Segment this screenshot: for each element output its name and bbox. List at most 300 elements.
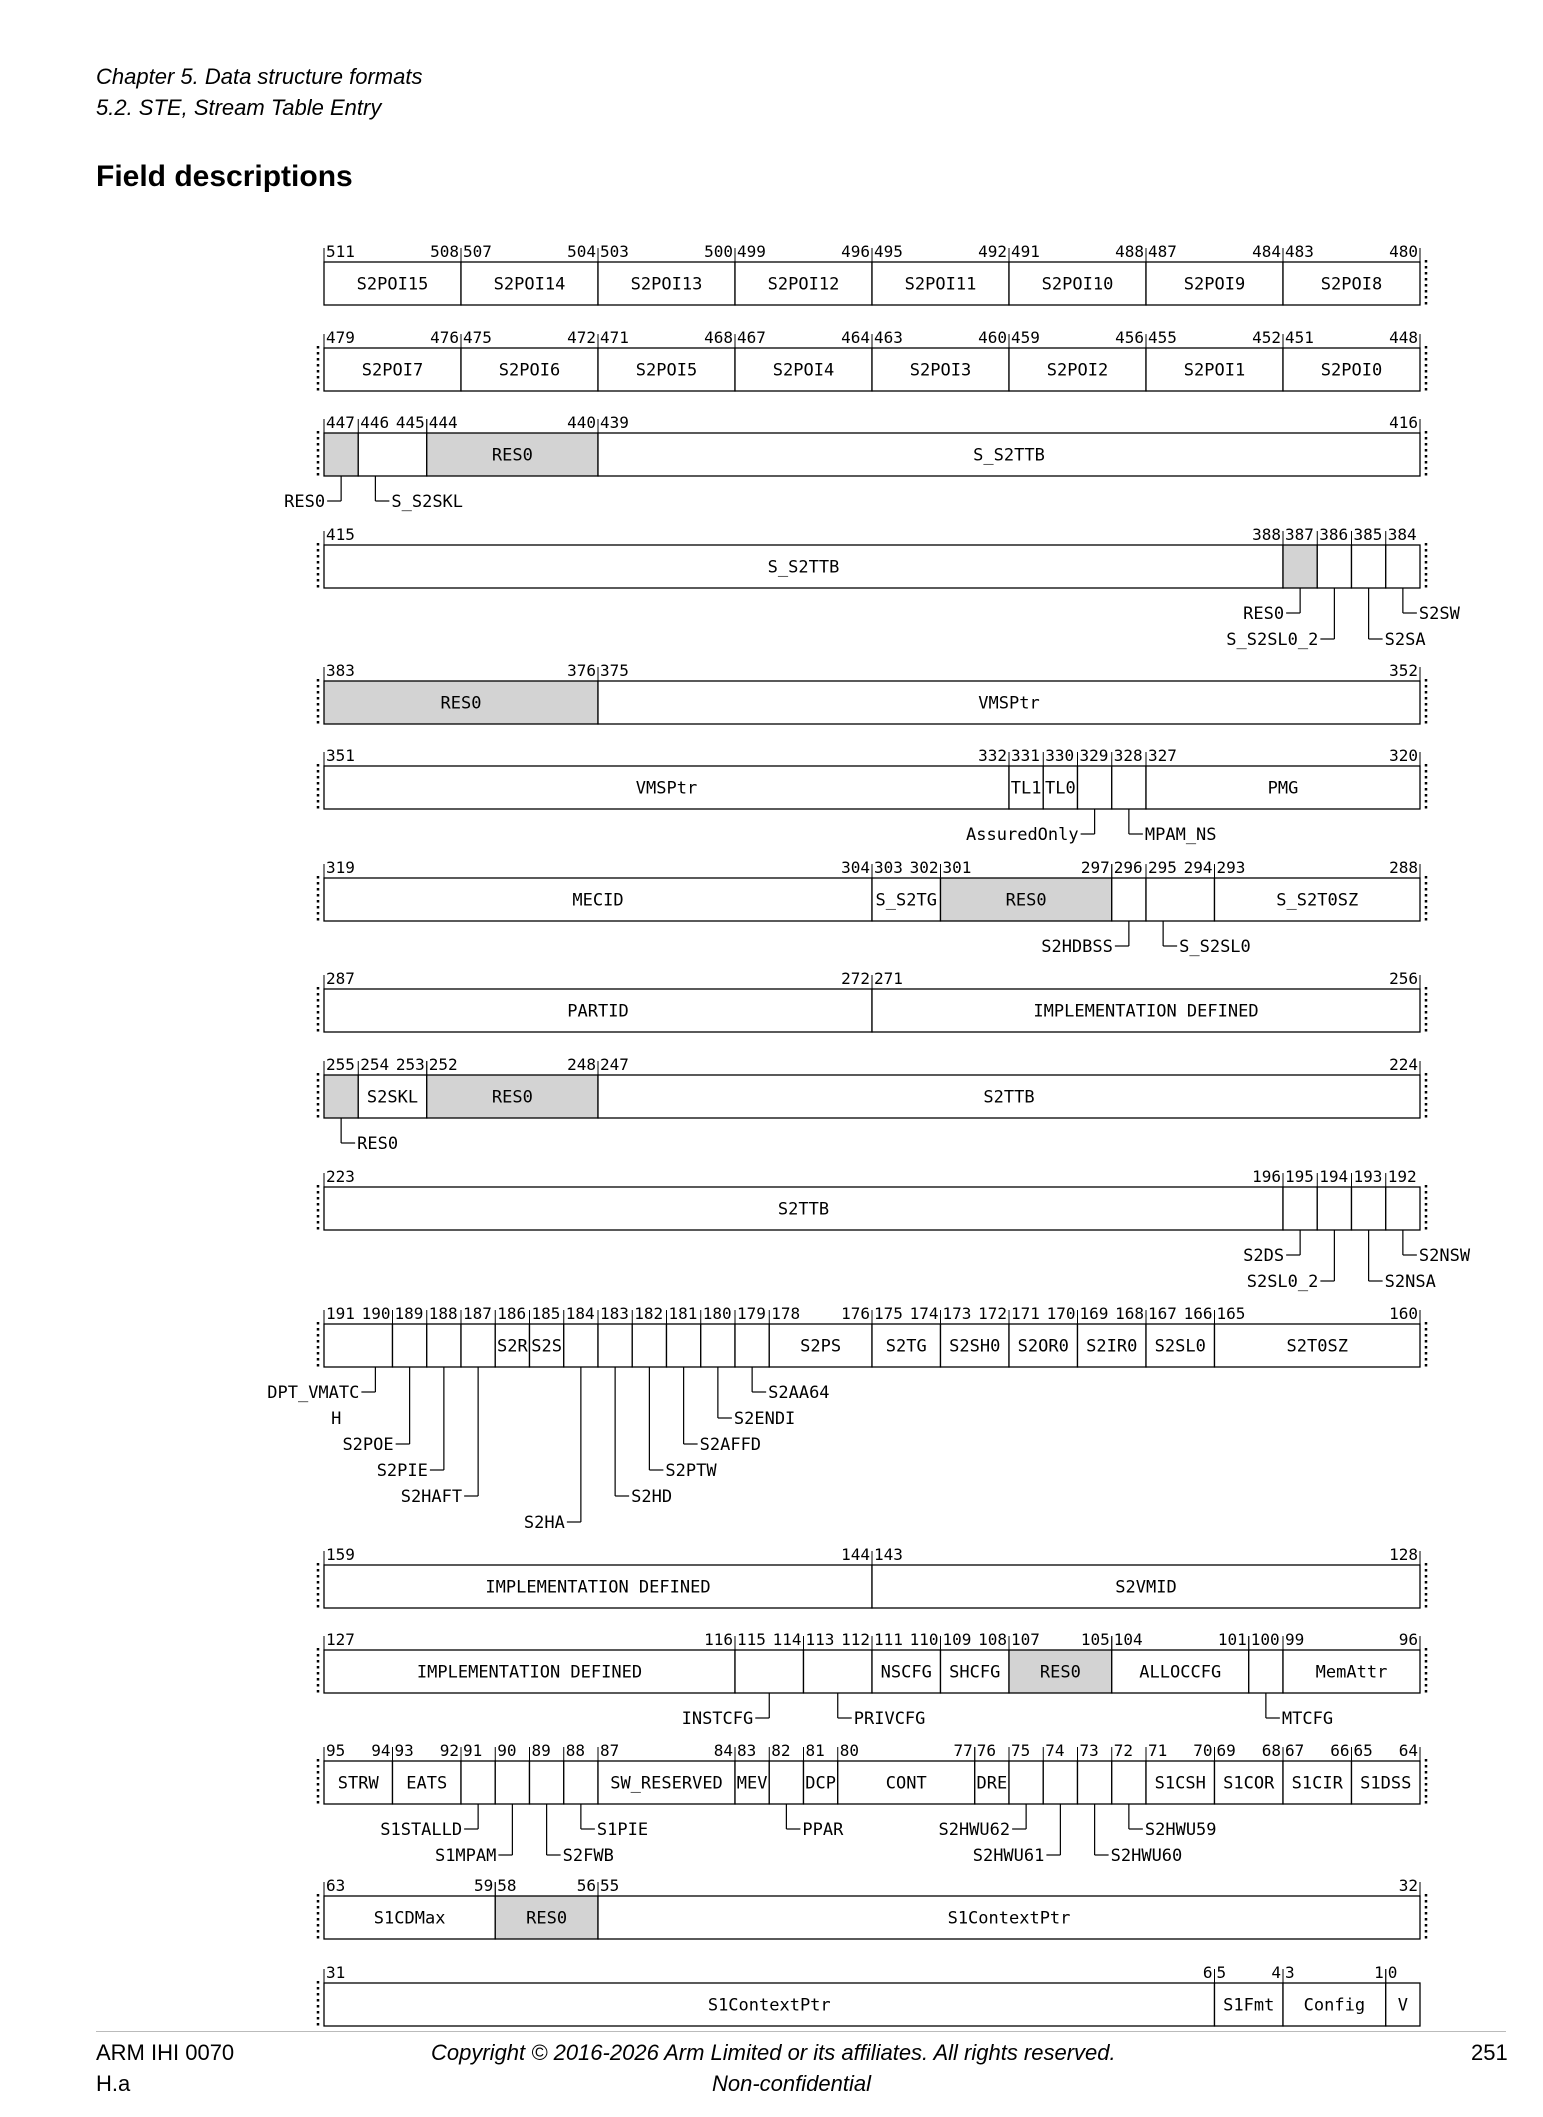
field-label: SW_RESERVED bbox=[610, 1773, 723, 1794]
field-label: V bbox=[1397, 1995, 1408, 2016]
field-label: S2TTB bbox=[777, 1199, 830, 1220]
bit-field bbox=[804, 1650, 873, 1693]
bit-number: 187 bbox=[463, 1304, 492, 1323]
callout-label: PPAR bbox=[802, 1820, 844, 1840]
field-label: S2S bbox=[531, 1336, 562, 1357]
bit-number: 327 bbox=[1148, 746, 1177, 765]
bit-number: 303 bbox=[874, 858, 903, 877]
callout-label: RES0 bbox=[1243, 604, 1285, 624]
bit-field bbox=[564, 1324, 598, 1367]
register-row bbox=[284, 413, 1426, 512]
bit-number: 440 bbox=[567, 413, 596, 432]
bit-number: 183 bbox=[600, 1304, 629, 1323]
bit-number: 186 bbox=[497, 1304, 527, 1323]
bit-number: 160 bbox=[1389, 1304, 1418, 1323]
bit-number: 296 bbox=[1113, 858, 1143, 877]
field-label: S1CSH bbox=[1154, 1773, 1206, 1794]
bit-number: 76 bbox=[976, 1741, 997, 1760]
callout-label: RES0 bbox=[357, 1134, 399, 1154]
bit-number: 185 bbox=[531, 1304, 561, 1323]
bit-field bbox=[735, 1650, 804, 1693]
bit-number: 113 bbox=[805, 1630, 835, 1649]
field-label: VMSPtr bbox=[635, 778, 698, 799]
bit-number: 415 bbox=[326, 525, 355, 544]
bit-number: 5 bbox=[1216, 1963, 1227, 1982]
field-label: Config bbox=[1303, 1995, 1366, 2016]
bit-number: 112 bbox=[841, 1630, 870, 1649]
bit-number: 484 bbox=[1252, 242, 1281, 261]
bit-number: 168 bbox=[1115, 1304, 1144, 1323]
bit-number: 128 bbox=[1389, 1545, 1418, 1564]
bit-number: 446 bbox=[360, 413, 390, 432]
bit-number: 196 bbox=[1252, 1167, 1281, 1186]
bit-number: 375 bbox=[600, 661, 629, 680]
callout-label: S_S2SL0 bbox=[1179, 937, 1251, 957]
bit-field bbox=[427, 1324, 461, 1367]
copyright-notice: Copyright © 2016-2026 Arm Limited or its affiliates. All rights reserved. bbox=[431, 2040, 1116, 2065]
field-label: RES0 bbox=[440, 693, 482, 714]
register-row bbox=[267, 1304, 1426, 1533]
bit-number: 447 bbox=[326, 413, 355, 432]
bit-number: 287 bbox=[326, 969, 355, 988]
bit-number: 511 bbox=[326, 242, 355, 261]
field-label: EATS bbox=[406, 1773, 448, 1794]
field-label: MECID bbox=[572, 890, 624, 911]
bit-number: 90 bbox=[497, 1741, 517, 1760]
callout-label: S2ENDI bbox=[733, 1409, 796, 1429]
callout-label: S2HWU62 bbox=[938, 1820, 1011, 1840]
field-label: IMPLEMENTATION DEFINED bbox=[1033, 1001, 1259, 1022]
field-label: S2SKL bbox=[366, 1087, 419, 1108]
doc-id: ARM IHI 0070 bbox=[96, 2040, 235, 2065]
bit-field bbox=[1112, 878, 1146, 921]
field-label: MemAttr bbox=[1315, 1662, 1388, 1683]
field-label: S_S2T0SZ bbox=[1276, 890, 1359, 911]
callout-label: INSTCFG bbox=[681, 1709, 754, 1729]
bit-number: 171 bbox=[1011, 1304, 1040, 1323]
field-label: S2POI3 bbox=[909, 360, 972, 381]
bit-number: 143 bbox=[874, 1545, 903, 1564]
register-row bbox=[318, 1167, 1471, 1292]
chapter-header: Chapter 5. Data structure formats bbox=[96, 64, 423, 89]
callout-label: S2HAFT bbox=[400, 1487, 463, 1507]
bit-number: 255 bbox=[326, 1055, 355, 1074]
callout-label: RES0 bbox=[284, 492, 326, 512]
callout-label: S1PIE bbox=[596, 1820, 649, 1840]
callout-label: S2AFFD bbox=[699, 1435, 762, 1455]
bit-number: 75 bbox=[1011, 1741, 1031, 1760]
bit-number: 464 bbox=[841, 328, 870, 347]
callout-label: S2HWU59 bbox=[1144, 1820, 1217, 1840]
bit-number: 184 bbox=[565, 1304, 595, 1323]
footer-rule bbox=[96, 2031, 1506, 2032]
field-label: SHCFG bbox=[949, 1662, 1001, 1683]
bit-number: 107 bbox=[1011, 1630, 1040, 1649]
callout-label: S2AA64 bbox=[768, 1383, 830, 1403]
field-label: ALLOCCFG bbox=[1139, 1662, 1222, 1683]
bit-number: 288 bbox=[1389, 858, 1418, 877]
bit-number: 439 bbox=[600, 413, 629, 432]
field-label: S2R bbox=[497, 1336, 528, 1357]
bit-number: 503 bbox=[600, 242, 629, 261]
bit-number: 67 bbox=[1285, 1741, 1305, 1760]
bit-field bbox=[1009, 1761, 1043, 1804]
bit-field bbox=[324, 1324, 393, 1367]
bit-number: 87 bbox=[600, 1741, 620, 1760]
bit-number: 91 bbox=[463, 1741, 483, 1760]
bit-number: 65 bbox=[1353, 1741, 1373, 1760]
bit-number: 59 bbox=[473, 1876, 494, 1895]
field-label: PARTID bbox=[567, 1001, 629, 1022]
bit-number: 247 bbox=[600, 1055, 629, 1074]
field-label: STRW bbox=[337, 1773, 379, 1794]
callout-label: S2SW bbox=[1418, 604, 1460, 624]
bit-number: 4 bbox=[1271, 1963, 1281, 1982]
bit-number: 331 bbox=[1011, 746, 1040, 765]
field-label: S2POI2 bbox=[1046, 360, 1109, 381]
bit-number: 3 bbox=[1285, 1963, 1295, 1982]
bit-number: 82 bbox=[771, 1741, 791, 1760]
field-label: RES0 bbox=[491, 1087, 533, 1108]
bit-number: 31 bbox=[326, 1963, 346, 1982]
bit-number: 95 bbox=[326, 1741, 346, 1760]
bit-number: 170 bbox=[1046, 1304, 1076, 1323]
bit-number: 468 bbox=[704, 328, 733, 347]
callout-label: S2HWU61 bbox=[972, 1846, 1045, 1866]
callout-label: MPAM_NS bbox=[1144, 825, 1217, 845]
bit-number: 70 bbox=[1193, 1741, 1213, 1760]
field-label: S2POI14 bbox=[493, 274, 566, 295]
bit-number: 330 bbox=[1045, 746, 1075, 765]
bit-field bbox=[701, 1324, 735, 1367]
bit-number: 504 bbox=[567, 242, 596, 261]
bit-field bbox=[1112, 766, 1146, 809]
bit-number: 189 bbox=[394, 1304, 424, 1323]
field-label: PMG bbox=[1267, 778, 1299, 799]
bit-number: 387 bbox=[1285, 525, 1314, 544]
bit-field bbox=[1352, 1187, 1386, 1230]
bit-number: 248 bbox=[567, 1055, 596, 1074]
field-label: RES0 bbox=[526, 1908, 568, 1929]
field-label: S2POI9 bbox=[1183, 274, 1246, 295]
bit-field bbox=[358, 433, 427, 476]
bit-number: 304 bbox=[841, 858, 870, 877]
bit-number: 293 bbox=[1216, 858, 1246, 877]
bit-field bbox=[598, 1324, 632, 1367]
bit-number: 144 bbox=[841, 1545, 870, 1564]
bit-number: 58 bbox=[497, 1876, 517, 1895]
bit-number: 385 bbox=[1353, 525, 1383, 544]
field-label: S1DSS bbox=[1360, 1773, 1412, 1794]
bit-field bbox=[667, 1324, 701, 1367]
bit-number: 476 bbox=[430, 328, 459, 347]
field-label: S2POI11 bbox=[904, 274, 977, 295]
register-row bbox=[318, 1876, 1426, 1941]
bit-number: 173 bbox=[942, 1304, 972, 1323]
bit-number: 101 bbox=[1217, 1630, 1247, 1649]
bit-number: 116 bbox=[704, 1630, 733, 1649]
field-label: S2POI8 bbox=[1320, 274, 1383, 295]
bit-number: 459 bbox=[1011, 328, 1040, 347]
bit-number: 99 bbox=[1285, 1630, 1305, 1649]
bit-number: 332 bbox=[978, 746, 1007, 765]
register-row bbox=[318, 746, 1426, 845]
bit-number: 167 bbox=[1148, 1304, 1177, 1323]
bit-number: 301 bbox=[942, 858, 972, 877]
bit-number: 179 bbox=[737, 1304, 766, 1323]
field-label: S2POI6 bbox=[498, 360, 561, 381]
bit-number: 1 bbox=[1374, 1963, 1384, 1982]
bit-number: 383 bbox=[326, 661, 355, 680]
bit-field bbox=[324, 1075, 358, 1118]
bit-number: 252 bbox=[428, 1055, 458, 1074]
bit-field bbox=[769, 1761, 803, 1804]
bit-field bbox=[461, 1761, 495, 1804]
bit-number: 92 bbox=[439, 1741, 459, 1760]
bit-number: 444 bbox=[428, 413, 458, 432]
register-row bbox=[318, 969, 1426, 1034]
field-label: S1Fmt bbox=[1223, 1995, 1275, 2016]
bit-number: 254 bbox=[360, 1055, 390, 1074]
field-label: S_S2TTB bbox=[767, 557, 840, 578]
bit-number: 93 bbox=[394, 1741, 414, 1760]
bit-field bbox=[530, 1761, 564, 1804]
field-label: S2VMID bbox=[1115, 1577, 1177, 1598]
field-label: S2SL0 bbox=[1154, 1336, 1206, 1357]
register-row bbox=[318, 1055, 1426, 1154]
bit-number: 114 bbox=[772, 1630, 802, 1649]
callout-label: S2PTW bbox=[665, 1461, 717, 1481]
bit-number: 68 bbox=[1261, 1741, 1281, 1760]
callout-label: S2HWU60 bbox=[1110, 1846, 1183, 1866]
field-label: VMSPtr bbox=[978, 693, 1040, 714]
bit-number: 69 bbox=[1216, 1741, 1236, 1760]
register-row bbox=[324, 242, 1426, 307]
bit-number: 475 bbox=[463, 328, 492, 347]
bit-number: 195 bbox=[1285, 1167, 1314, 1186]
bit-number: 508 bbox=[430, 242, 459, 261]
bit-field bbox=[1112, 1761, 1146, 1804]
bit-number: 224 bbox=[1389, 1055, 1418, 1074]
field-label: S2POI12 bbox=[767, 274, 840, 295]
callout-label: S2HDBSS bbox=[1041, 937, 1113, 957]
bit-number: 110 bbox=[909, 1630, 939, 1649]
bit-number: 66 bbox=[1330, 1741, 1350, 1760]
callout-label: S2DS bbox=[1243, 1246, 1285, 1266]
bit-number: 376 bbox=[567, 661, 596, 680]
field-label: S_S2TTB bbox=[973, 445, 1045, 466]
bit-number: 6 bbox=[1202, 1963, 1213, 1982]
bit-number: 100 bbox=[1250, 1630, 1280, 1649]
bit-number: 507 bbox=[463, 242, 492, 261]
bit-number: 89 bbox=[531, 1741, 551, 1760]
bit-number: 416 bbox=[1389, 413, 1418, 432]
bit-number: 71 bbox=[1148, 1741, 1168, 1760]
callout-label: S2FWB bbox=[562, 1846, 614, 1866]
register-row bbox=[318, 1963, 1420, 2028]
bit-number: 302 bbox=[909, 858, 939, 877]
field-label: S2T0SZ bbox=[1286, 1336, 1348, 1357]
field-label: S2POI13 bbox=[630, 274, 703, 295]
field-label: RES0 bbox=[1039, 1662, 1081, 1683]
bit-number: 74 bbox=[1045, 1741, 1065, 1760]
bit-field bbox=[1283, 1187, 1317, 1230]
bit-number: 328 bbox=[1113, 746, 1143, 765]
field-label: S2TG bbox=[885, 1336, 927, 1357]
bit-number: 191 bbox=[326, 1304, 355, 1323]
bit-number: 488 bbox=[1115, 242, 1144, 261]
bit-number: 56 bbox=[576, 1876, 596, 1895]
register-row bbox=[318, 525, 1461, 650]
bit-number: 463 bbox=[874, 328, 903, 347]
bit-field bbox=[393, 1324, 427, 1367]
bit-number: 487 bbox=[1148, 242, 1177, 261]
callout-label: DPT_VMATC bbox=[267, 1383, 360, 1403]
field-label: NSCFG bbox=[880, 1662, 932, 1683]
field-label: S2IR0 bbox=[1086, 1336, 1138, 1357]
bit-number: 452 bbox=[1252, 328, 1281, 347]
bit-number: 352 bbox=[1389, 661, 1418, 680]
bit-number: 500 bbox=[704, 242, 733, 261]
bit-number: 55 bbox=[600, 1876, 620, 1895]
bit-field bbox=[1352, 545, 1386, 588]
bit-number: 451 bbox=[1285, 328, 1314, 347]
callout-label: S2HD bbox=[631, 1487, 673, 1507]
bit-number: 467 bbox=[737, 328, 766, 347]
bit-number: 109 bbox=[942, 1630, 972, 1649]
field-label: DRE bbox=[976, 1773, 1008, 1794]
bit-number: 169 bbox=[1079, 1304, 1109, 1323]
bit-number: 159 bbox=[326, 1545, 355, 1564]
register-row bbox=[318, 1630, 1426, 1729]
field-label: S1CIR bbox=[1291, 1773, 1343, 1794]
field-label: TL1 bbox=[1010, 778, 1042, 799]
field-label: S1CDMax bbox=[373, 1908, 446, 1929]
field-label: S2POI7 bbox=[361, 360, 424, 381]
bit-field bbox=[1078, 766, 1112, 809]
bit-field bbox=[324, 433, 358, 476]
field-label: S2POI1 bbox=[1183, 360, 1246, 381]
bit-number: 181 bbox=[668, 1304, 698, 1323]
bit-number: 472 bbox=[567, 328, 596, 347]
register-row bbox=[318, 1545, 1426, 1610]
bit-number: 115 bbox=[737, 1630, 766, 1649]
bit-field bbox=[632, 1324, 666, 1367]
bit-number: 32 bbox=[1398, 1876, 1418, 1895]
bit-number: 455 bbox=[1148, 328, 1177, 347]
field-label: S1COR bbox=[1223, 1773, 1275, 1794]
bit-field bbox=[461, 1324, 495, 1367]
bit-number: 223 bbox=[326, 1167, 355, 1186]
callout-label: S1MPAM bbox=[434, 1846, 497, 1866]
bit-number: 178 bbox=[771, 1304, 801, 1323]
page-number: 251 bbox=[1471, 2040, 1508, 2065]
bit-number: 480 bbox=[1389, 242, 1418, 261]
bit-number: 351 bbox=[326, 746, 355, 765]
callout-label: S2POE bbox=[342, 1435, 394, 1455]
bit-number: 176 bbox=[841, 1304, 870, 1323]
bit-number: 495 bbox=[874, 242, 903, 261]
field-label: S2OR0 bbox=[1017, 1336, 1069, 1357]
field-label: S2SH0 bbox=[949, 1336, 1001, 1357]
bit-number: 174 bbox=[909, 1304, 939, 1323]
bit-field bbox=[495, 1761, 529, 1804]
bit-number: 88 bbox=[565, 1741, 586, 1760]
field-label: S1ContextPtr bbox=[947, 1908, 1071, 1929]
callout-label: S_S2SKL bbox=[391, 492, 464, 512]
callout-label: S2PIE bbox=[376, 1461, 428, 1481]
field-label: IMPLEMENTATION DEFINED bbox=[485, 1577, 711, 1598]
bit-number: 319 bbox=[326, 858, 355, 877]
bit-number: 445 bbox=[395, 413, 425, 432]
register-row bbox=[318, 328, 1426, 393]
field-label: S2POI15 bbox=[356, 274, 429, 295]
bit-number: 105 bbox=[1080, 1630, 1110, 1649]
bit-number: 175 bbox=[874, 1304, 903, 1323]
bit-number: 182 bbox=[634, 1304, 664, 1323]
bit-number: 386 bbox=[1319, 525, 1349, 544]
bit-number: 190 bbox=[361, 1304, 391, 1323]
register-row bbox=[318, 661, 1426, 726]
callout-label: MTCFG bbox=[1281, 1709, 1334, 1729]
bit-number: 491 bbox=[1011, 242, 1040, 261]
bit-number: 496 bbox=[841, 242, 870, 261]
bit-number: 172 bbox=[978, 1304, 1007, 1323]
bit-field bbox=[564, 1761, 598, 1804]
page-title: Field descriptions bbox=[96, 160, 353, 193]
field-label: RES0 bbox=[1005, 890, 1047, 911]
field-label: S_S2TG bbox=[875, 890, 937, 911]
bit-number: 188 bbox=[428, 1304, 458, 1323]
bit-number: 483 bbox=[1285, 242, 1314, 261]
callout-label: PRIVCFG bbox=[853, 1709, 926, 1729]
field-label: S2POI0 bbox=[1320, 360, 1383, 381]
field-label: S1ContextPtr bbox=[707, 1995, 831, 2016]
bit-number: 192 bbox=[1387, 1167, 1417, 1186]
bit-number: 256 bbox=[1389, 969, 1418, 988]
field-label: S2POI10 bbox=[1041, 274, 1114, 295]
bit-number: 384 bbox=[1387, 525, 1417, 544]
field-label: RES0 bbox=[491, 445, 533, 466]
callout-label: H bbox=[331, 1409, 342, 1429]
bit-field bbox=[1078, 1761, 1112, 1804]
bit-number: 295 bbox=[1148, 858, 1177, 877]
bit-number: 108 bbox=[978, 1630, 1007, 1649]
bit-number: 165 bbox=[1216, 1304, 1246, 1323]
bit-number: 84 bbox=[713, 1741, 733, 1760]
bit-number: 63 bbox=[326, 1876, 346, 1895]
bit-number: 253 bbox=[395, 1055, 425, 1074]
callout-label: S2NSW bbox=[1418, 1246, 1471, 1266]
bit-number: 81 bbox=[805, 1741, 825, 1760]
bit-number: 271 bbox=[874, 969, 903, 988]
bit-field bbox=[1317, 545, 1351, 588]
bit-number: 499 bbox=[737, 242, 766, 261]
field-label: S2PS bbox=[800, 1336, 842, 1357]
field-label: S2POI5 bbox=[635, 360, 698, 381]
bit-number: 80 bbox=[839, 1741, 860, 1760]
bit-field bbox=[1249, 1650, 1283, 1693]
bit-field bbox=[1283, 545, 1317, 588]
bit-number: 456 bbox=[1115, 328, 1144, 347]
bit-number: 320 bbox=[1389, 746, 1418, 765]
bit-field bbox=[1386, 1187, 1420, 1230]
callout-label: S2HA bbox=[523, 1513, 565, 1533]
bit-field bbox=[1146, 878, 1215, 921]
bit-number: 194 bbox=[1319, 1167, 1349, 1186]
bit-number: 96 bbox=[1398, 1630, 1418, 1649]
bit-number: 492 bbox=[978, 242, 1007, 261]
